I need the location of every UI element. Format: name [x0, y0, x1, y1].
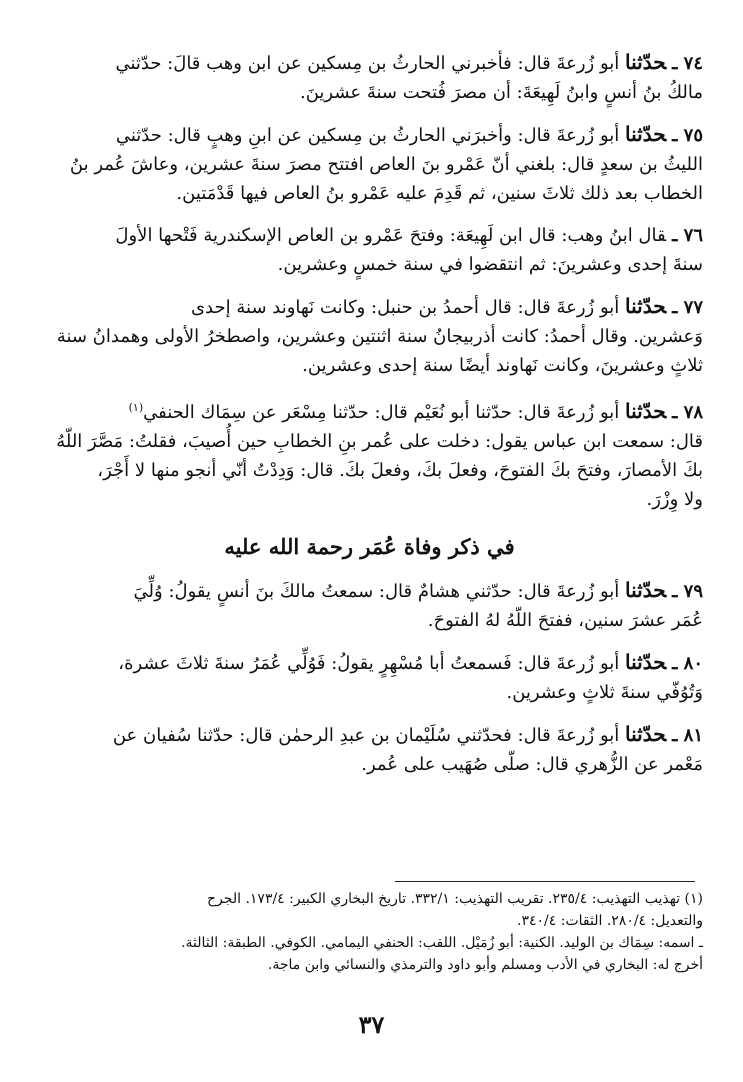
footnotes — [36, 888, 703, 976]
page-number: ٣٧ — [358, 1010, 385, 1039]
hadith-number: ٧٨ ـ — [672, 402, 703, 423]
keyword-haddathana: حدّثنا — [625, 122, 667, 146]
section-heading: في ذكر وفاة عُمَر رحمة الله عليه — [224, 534, 515, 559]
entry-77 — [36, 292, 703, 380]
text-line: ثلاثٍ وعشرينَ، وكانت نَهاوند أيضًا سنة إحدى وعشرين. — [302, 355, 703, 376]
text-line: بكَ الأمصارَ، وفتحَ بكَ الفتوحَ، وفعلَ بكَ، وفعلَ بكَ. قال: وَدِدْتُ أنّي أنجو منها لا أَجْرَ، — [97, 460, 703, 481]
footnote-marker[interactable]: (١) — [128, 401, 144, 414]
hadith-number: ٧٩ ـ — [672, 581, 703, 602]
text-line: أبو زُرعةَ قال: فحدّثني سُلَيْمان بن عبدِ الرحمٰن قال: حدّثنا سُفيان عن — [112, 725, 620, 746]
entry-78 — [36, 393, 703, 514]
text-line: قال ابنُ وهب: قال ابن لَهِيعَة: وفتحَ عَمْرو بن العاص الإسكندرية فَتْحها الأولَ — [115, 225, 667, 246]
entry-76 — [36, 221, 703, 279]
entry-81 — [36, 720, 703, 779]
entry-75 — [36, 120, 703, 208]
keyword-haddathana: حدّثنا — [625, 50, 667, 74]
entry-80 — [36, 648, 703, 707]
keyword-haddathana: حدّثنا — [625, 722, 667, 746]
text-line: ولا وِزْرَ. — [646, 489, 703, 510]
entry-74 — [36, 48, 703, 107]
text-line: مالكُ بنُ أنسٍ وابنُ لَهِيعَةَ: أن مصرَ فُتحت سنةَ عشرينَ. — [299, 82, 703, 103]
entry-79 — [36, 576, 703, 635]
text-line: الليثُ بن سعدٍ قال: بلغني أنّ عَمْرو بنَ العاص افتتح مصرَ سنةَ عشرين، وعاشَ عُمر بنُ — [69, 154, 703, 175]
text-line: أبو زُرعةَ قال: وأخبرَني الحارثُ بن مِسكين عن ابنِ وهبٍ قال: حدّثني — [115, 125, 620, 146]
footnote-line: والتعديل: ٢٨٠/٤. الثقات: ٣٤٠/٤. — [517, 913, 703, 929]
hadith-number: ٧٤ ـ — [672, 53, 703, 74]
text-line: أبو زُرعةَ قال: حدّثنا أبو نُعَيْم قال: حدّثنا مِسْعَر عن سِمَاك الحنفي — [143, 402, 620, 423]
hadith-number: ٧٧ ـ — [672, 297, 703, 318]
hadith-number: ٨٠ ـ — [672, 653, 703, 674]
text-line: مَعْمر عن الزُّهري قال: صلّى صُهَيب على عُمر. — [361, 754, 703, 775]
keyword-haddathana: حدّثنا — [625, 650, 667, 674]
keyword-haddathana: حدّثنا — [625, 294, 667, 318]
text-line: وَتُوُفّي سنةَ ثلاثٍ وعشرين. — [506, 682, 703, 703]
text-line: وَعشرين. وقال أحمدُ: كانت أذربيجانُ سنة اثنتين وعشرين، واصطخرُ الأولى وهمدانُ سنة — [56, 326, 703, 347]
text-line: أبو زُرعةَ قال: قال أحمدُ بن حنبل: وكانت نَهاوند سنة إحدى — [190, 297, 620, 318]
keyword-haddathana: حدّثنا — [625, 399, 667, 423]
hadith-number: ٧٥ ـ — [672, 125, 703, 146]
text-line: أبو زُرعةَ قال: فَسمعتُ أبا مُسْهِرٍ يقولُ: فَوُلِّي عُمَرُ سنةَ ثلاثَ عشرة، — [118, 653, 620, 674]
text-line: قال: سمعت ابن عباس يقول: دخلت على عُمر بنِ الخطابِ حين أُصيبَ، فقلتُ: مَصَّرَ اللّهُ — [56, 431, 703, 452]
text-line: أبو زُرعةَ قال: فأخبرني الحارثُ بن مِسكين عن ابن وهب قالَ: حدّثني — [115, 53, 620, 74]
text-line: أبو زُرعةَ قال: حدّثني هشامٌ قال: سمعتُ مالكَ بنَ أنسٍ يقولُ: وُلِّيَ — [133, 581, 620, 602]
hadith-number: ٨١ ـ — [672, 725, 703, 746]
keyword-haddathana: حدّثنا — [625, 578, 667, 602]
footnote-line: (١) تهذيب التهذيب: ٢٣٥/٤. تقريب التهذيب: ٣٣٢/١. تاريخ البخاري الكبير: ١٧٣/٤. الجرح — [207, 891, 703, 907]
text-line: عُمَر عشرَ سنين، ففتحَ اللّهُ لهُ الفتوحَ. — [427, 610, 703, 631]
text-line: الخطاب بعد ذلك ثلاثَ سنين، ثم قَدِمَ عليه عَمْرو بنُ العاص فيها قَدْمَتين. — [176, 183, 703, 204]
hadith-number: ٧٦ ـ — [672, 225, 703, 246]
footnote-divider — [395, 881, 695, 882]
footnote-line: أخرج له: البخاري في الأدب ومسلم وأبو داود والترمذي والنسائي وابن ماجة. — [267, 957, 703, 973]
text-line: سنةَ إحدى وعشرينَ: ثم انتقضوا في سنة خمسٍ وعشرين. — [277, 254, 703, 275]
footnote-line: ـ اسمه: سِمَاك بن الوليد. الكنية: أبو زُمَيْل. اللقب: الحنفي اليمامي. الكوفي. الطبقة: الثالثة. — [181, 935, 703, 951]
